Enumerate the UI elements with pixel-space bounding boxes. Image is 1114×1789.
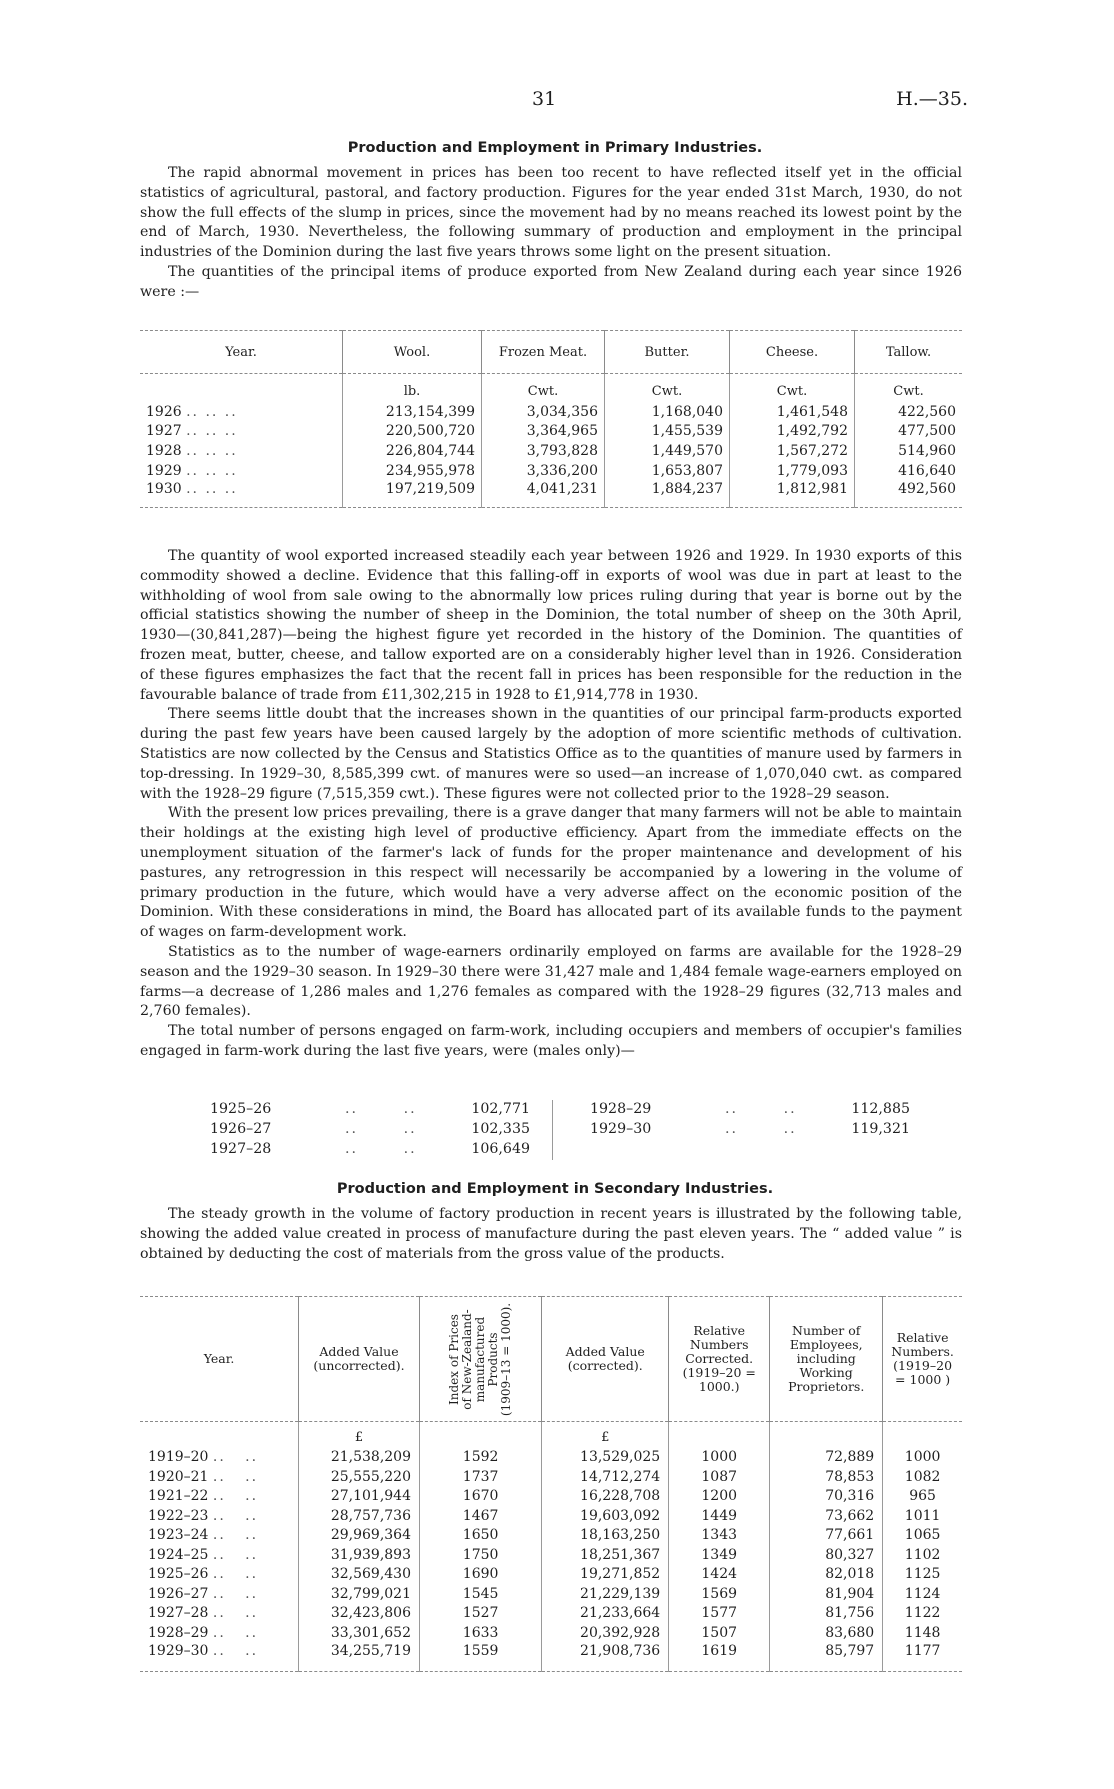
cheese-cell: 1,461,548 — [730, 402, 855, 422]
page-number: 31 — [532, 88, 557, 110]
relative-cell: 1125 — [883, 1565, 962, 1585]
column-header-tallow: Tallow. — [855, 331, 963, 374]
added-uncorrected-cell: 34,255,719 — [299, 1643, 420, 1672]
paragraph: There seems little doubt that the increases shown in the quantities of our principal farm-products exported during the past few years have been caused largely by the adoption of more scientific methods of cultivation. Statistics are now collected by the Census and Statistics Office as to the quantities of manure used by farmers in top-dressing. In 1929–30, 8,585,399 cwt. of manures were so used—an increase of 1,070,040 cwt. as compared with the 1928–29 figure (7,515,359 cwt.). These figures were not collected prior to the 1928–29 season. — [140, 706, 962, 802]
table-row: 1919–20 .. .. 21,538,209 1592 13,529,025 1000 72,889 1000 — [140, 1448, 962, 1468]
added-uncorrected-cell: 27,101,944 — [299, 1487, 420, 1507]
unit-cell: £ — [542, 1428, 669, 1448]
added-corrected-cell: 16,228,708 — [542, 1487, 669, 1507]
employees-cell: 73,662 — [770, 1506, 883, 1526]
unit-row — [140, 1428, 962, 1448]
document-reference: H.—35. — [896, 88, 968, 110]
unit-cell: Cwt. — [730, 382, 855, 402]
year-cell: 1925–26 — [148, 1566, 209, 1583]
employees-cell: 80,327 — [770, 1545, 883, 1565]
added-corrected-cell: 19,603,092 — [542, 1506, 669, 1526]
price-index-cell: 1467 — [420, 1506, 542, 1526]
relative-corrected-cell: 1000 — [669, 1448, 770, 1468]
employees-cell: 83,680 — [770, 1623, 883, 1643]
employees-cell: 81,756 — [770, 1604, 883, 1624]
primary-intro — [140, 164, 962, 303]
relative-cell: 1177 — [883, 1643, 962, 1672]
wool-cell: 234,955,978 — [343, 461, 482, 481]
list-item: 1927–28 .. .. 106,649 — [210, 1140, 530, 1160]
butter-cell: 1,449,570 — [605, 441, 730, 461]
table-row: 1923–24 .. .. 29,969,364 1650 18,163,250 1343 77,661 1065 — [140, 1526, 962, 1546]
section-heading-secondary: Production and Employment in Secondary Industries. — [336, 1181, 774, 1197]
table-row: 1927 .. .. .. 220,500,720 3,364,965 1,455,539 1,492,792 477,500 — [140, 422, 962, 442]
year-label: 1928–29 — [590, 1101, 652, 1117]
added-corrected-cell: 21,229,139 — [542, 1584, 669, 1604]
tallow-cell: 492,560 — [855, 481, 963, 508]
price-index-cell: 1737 — [420, 1467, 542, 1487]
table-row: 1922–23 .. .. 28,757,736 1467 19,603,092 1449 73,662 1011 — [140, 1506, 962, 1526]
table-row: 1929–30 .. .. 34,255,719 1559 21,908,736 1619 85,797 1177 — [140, 1643, 962, 1672]
year-cell: 1930 — [146, 480, 182, 497]
cheese-cell: 1,492,792 — [730, 422, 855, 442]
table-row: 1921–22 .. .. 27,101,944 1670 16,228,708 1200 70,316 965 — [140, 1487, 962, 1507]
unit-cell: Cwt. — [482, 382, 605, 402]
table-row: 1930 .. .. .. 197,219,509 4,041,231 1,884,237 1,812,981 492,560 — [140, 481, 962, 508]
worker-count: 112,885 — [851, 1101, 910, 1117]
added-corrected-cell: 21,233,664 — [542, 1604, 669, 1624]
table-header-row — [140, 1297, 962, 1422]
index-header-line: Index of Prices — [447, 1313, 462, 1405]
relative-corrected-cell: 1349 — [669, 1545, 770, 1565]
paragraph: Statistics as to the number of wage-earners ordinarily employed on farms are available for the 1928–29 season and the 1929–30 season. In 1929–30 there were 31,427 male and 1,484 female wage-earners employed on farms—a decrease of 1,286 males and 1,276 females as compared with the 1928–29 figures (32,713 males and 2,760 females). — [140, 943, 962, 1020]
paragraph: The quantity of wool exported increased steadily each year between 1926 and 1929. In 1930 exports of this commodity showed a decline. Evidence that this falling-off in exports of wool was due in part at least to the withholding of wool from sale owing to the abnormally low prices ruling during that year is borne out by the official statistics showing the number of sheep in the Dominion, the total number of sheep on the 30th April, 1930—(30,841,287)—being the highest figure yet recorded in the history of the Dominion. The quantities of frozen meat, butter, cheese, and tallow exported are on a considerably higher level than in 1926. Consideration of these figures emphasizes the fact that the recent fall in prices has been responsible for the reduction in the favourable balance of trade from £11,302,215 in 1928 to £1,914,778 in 1930. — [140, 548, 962, 703]
frozen-meat-cell: 3,364,965 — [482, 422, 605, 442]
relative-corrected-cell: 1424 — [669, 1565, 770, 1585]
worker-count: 119,321 — [851, 1120, 910, 1137]
employees-cell: 70,316 — [770, 1487, 883, 1507]
year-label: 1929–30 — [590, 1120, 652, 1137]
exports-table — [140, 330, 962, 508]
added-corrected-cell: 21,908,736 — [542, 1643, 669, 1672]
price-index-cell: 1750 — [420, 1545, 542, 1565]
year-cell: 1927 — [146, 423, 182, 440]
relative-cell: 1011 — [883, 1506, 962, 1526]
tallow-cell: 416,640 — [855, 461, 963, 481]
frozen-meat-cell: 4,041,231 — [482, 481, 605, 508]
added-corrected-cell: 18,163,250 — [542, 1526, 669, 1546]
unit-cell: £ — [299, 1428, 420, 1448]
added-uncorrected-cell: 25,555,220 — [299, 1467, 420, 1487]
column-header-price-index — [420, 1297, 542, 1422]
added-uncorrected-cell: 29,969,364 — [299, 1526, 420, 1546]
year-cell: 1919–20 — [148, 1449, 209, 1466]
year-cell: 1928 — [146, 443, 182, 460]
table-row: 1920–21 .. .. 25,555,220 1737 14,712,274 1087 78,853 1082 — [140, 1467, 962, 1487]
relative-corrected-cell: 1619 — [669, 1643, 770, 1672]
relative-cell: 1124 — [883, 1584, 962, 1604]
year-cell: 1920–21 — [148, 1468, 209, 1485]
cheese-cell: 1,779,093 — [730, 461, 855, 481]
added-uncorrected-cell: 31,939,893 — [299, 1545, 420, 1565]
butter-cell: 1,653,807 — [605, 461, 730, 481]
employees-cell: 78,853 — [770, 1467, 883, 1487]
year-cell: 1926–27 — [148, 1585, 209, 1602]
table-row: 1925–26 .. .. 32,569,430 1690 19,271,852 1424 82,018 1125 — [140, 1565, 962, 1585]
table-row: 1926 .. .. .. 213,154,399 3,034,356 1,168,040 1,461,548 422,560 — [140, 402, 962, 422]
frozen-meat-cell: 3,793,828 — [482, 441, 605, 461]
added-corrected-cell: 18,251,367 — [542, 1545, 669, 1565]
section-heading-primary: Production and Employment in Primary Industries. — [347, 140, 763, 156]
year-cell: 1929–30 — [148, 1642, 209, 1659]
primary-discussion — [140, 547, 962, 1062]
added-corrected-cell: 14,712,274 — [542, 1467, 669, 1487]
index-header-line: of New-Zealand- — [460, 1308, 475, 1410]
index-header-line: manufactured — [473, 1316, 488, 1402]
column-header-butter: Butter. — [605, 331, 730, 374]
unit-cell: lb. — [343, 382, 482, 402]
employees-cell: 81,904 — [770, 1584, 883, 1604]
paragraph: With the present low prices prevailing, there is a grave danger that many farmers will not be able to maintain their holdings at the existing high level of productive efficiency. Apart from the immediate effects on the unemployment situation of the farmer's lack of funds for the proper maintenance and development of his pastures, any retrogression in this respect will necessarily be accompanied by a lowering in the volume of primary production in the future, which would have a very adverse affect on the economic position of the Dominion. With these considerations in mind, the Board has allocated part of its available funds to the payment of wages on farm-development work. — [140, 805, 962, 941]
worker-count: 102,771 — [471, 1101, 530, 1117]
year-cell: 1926 — [146, 403, 182, 420]
price-index-cell: 1559 — [420, 1643, 542, 1672]
unit-row — [140, 382, 962, 402]
unit-cell: Cwt. — [605, 382, 730, 402]
relative-corrected-cell: 1577 — [669, 1604, 770, 1624]
employees-cell: 77,661 — [770, 1526, 883, 1546]
year-cell: 1928–29 — [148, 1624, 209, 1641]
price-index-cell: 1527 — [420, 1604, 542, 1624]
added-uncorrected-cell: 32,799,021 — [299, 1584, 420, 1604]
worker-count: 106,649 — [471, 1140, 530, 1157]
frozen-meat-cell: 3,336,200 — [482, 461, 605, 481]
column-header-year: Year. — [140, 331, 343, 374]
year-cell: 1922–23 — [148, 1507, 209, 1524]
year-cell: 1923–24 — [148, 1527, 209, 1544]
employees-cell: 85,797 — [770, 1643, 883, 1672]
year-cell: 1929 — [146, 463, 182, 480]
relative-corrected-cell: 1087 — [669, 1467, 770, 1487]
column-header-employees: Number of Employees, including Working Proprietors. — [770, 1297, 883, 1422]
year-cell: 1921–22 — [148, 1488, 209, 1505]
list-item: 1929–30 .. .. 119,321 — [590, 1120, 910, 1140]
wool-cell: 220,500,720 — [343, 422, 482, 442]
butter-cell: 1,168,040 — [605, 402, 730, 422]
year-label: 1927–28 — [210, 1140, 272, 1157]
employees-cell: 72,889 — [770, 1448, 883, 1468]
column-header-cheese: Cheese. — [730, 331, 855, 374]
price-index-cell: 1670 — [420, 1487, 542, 1507]
price-index-cell: 1633 — [420, 1623, 542, 1643]
relative-cell: 965 — [883, 1487, 962, 1507]
unit-cell: Cwt. — [855, 382, 963, 402]
secondary-industries-table — [140, 1296, 962, 1672]
list-item: 1925–26 .. .. 102,771 — [210, 1100, 530, 1120]
table-row: 1928 .. .. .. 226,804,744 3,793,828 1,449,570 1,567,272 514,960 — [140, 441, 962, 461]
list-item: 1926–27 .. .. 102,335 — [210, 1120, 530, 1140]
butter-cell: 1,884,237 — [605, 481, 730, 508]
added-uncorrected-cell: 32,569,430 — [299, 1565, 420, 1585]
column-header-year: Year. — [140, 1297, 299, 1422]
price-index-cell: 1545 — [420, 1584, 542, 1604]
column-header-frozen-meat: Frozen Meat. — [482, 331, 605, 374]
relative-cell: 1122 — [883, 1604, 962, 1624]
table-row: 1928–29 .. .. 33,301,652 1633 20,392,928 1507 83,680 1148 — [140, 1623, 962, 1643]
wool-cell: 213,154,399 — [343, 402, 482, 422]
table-row: 1924–25 .. .. 31,939,893 1750 18,251,367 1349 80,327 1102 — [140, 1545, 962, 1565]
relative-cell: 1082 — [883, 1467, 962, 1487]
relative-cell: 1102 — [883, 1545, 962, 1565]
table-row: 1927–28 .. .. 32,423,806 1527 21,233,664 1577 81,756 1122 — [140, 1604, 962, 1624]
year-label: 1926–27 — [210, 1120, 272, 1137]
relative-cell: 1148 — [883, 1623, 962, 1643]
added-uncorrected-cell: 21,538,209 — [299, 1448, 420, 1468]
paragraph: The steady growth in the volume of factory production in recent years is illustrated by the following table, showing the added value created in process of manufacture during the past eleven years. The “ added value ” is obtained by deducting the cost of materials from the gross value of the products. — [140, 1206, 962, 1262]
paragraph: The total number of persons engaged on farm-work, including occupiers and members of occupier's families engaged in farm-work during the last five years, were (males only)— — [140, 1023, 962, 1059]
tallow-cell: 422,560 — [855, 402, 963, 422]
column-header-added-value-uncorrected: Added Value (uncorrected). — [299, 1297, 420, 1422]
cheese-cell: 1,812,981 — [730, 481, 855, 508]
employees-cell: 82,018 — [770, 1565, 883, 1585]
table-row: 1929 .. .. .. 234,955,978 3,336,200 1,653,807 1,779,093 416,640 — [140, 461, 962, 481]
added-uncorrected-cell: 33,301,652 — [299, 1623, 420, 1643]
added-corrected-cell: 13,529,025 — [542, 1448, 669, 1468]
relative-corrected-cell: 1449 — [669, 1506, 770, 1526]
price-index-cell: 1690 — [420, 1565, 542, 1585]
table-row: 1926–27 .. .. 32,799,021 1545 21,229,139 1569 81,904 1124 — [140, 1584, 962, 1604]
paragraph: The quantities of the principal items of produce exported from New Zealand during each year since 1926 were :— — [140, 263, 962, 300]
column-divider — [552, 1100, 553, 1160]
added-corrected-cell: 19,271,852 — [542, 1565, 669, 1585]
price-index-cell: 1650 — [420, 1526, 542, 1546]
year-label: 1925–26 — [210, 1101, 272, 1117]
index-header-line: Products — [486, 1331, 501, 1387]
page-header — [0, 88, 1114, 114]
table-header-row — [140, 331, 962, 374]
added-corrected-cell: 20,392,928 — [542, 1623, 669, 1643]
column-header-relative-corrected: Relative Numbers Corrected. (1919–20 = 1000.) — [669, 1297, 770, 1422]
tallow-cell: 477,500 — [855, 422, 963, 442]
tallow-cell: 514,960 — [855, 441, 963, 461]
added-uncorrected-cell: 32,423,806 — [299, 1604, 420, 1624]
year-cell: 1927–28 — [148, 1605, 209, 1622]
relative-corrected-cell: 1200 — [669, 1487, 770, 1507]
column-header-relative: Relative Numbers. (1919–20 = 1000 ) — [883, 1297, 962, 1422]
index-header-line: (1909–13 = 1000). — [499, 1302, 514, 1416]
column-header-added-value-corrected: Added Value (corrected). — [542, 1297, 669, 1422]
secondary-intro — [140, 1205, 962, 1264]
relative-corrected-cell: 1569 — [669, 1584, 770, 1604]
worker-count: 102,335 — [471, 1120, 530, 1137]
list-item: 1928–29 .. .. 112,885 — [590, 1100, 910, 1120]
price-index-cell: 1592 — [420, 1448, 542, 1468]
column-header-wool: Wool. — [343, 331, 482, 374]
year-cell: 1924–25 — [148, 1546, 209, 1563]
paragraph: The rapid abnormal movement in prices has been too recent to have reflected itself yet in the official statistics of agricultural, pastoral, and factory production. Figures for the year ended 31st March, 1930, do not show the full effects of the slump in prices, since the movement had by no means reached its lowest point by the end of March, 1930. Nevertheless, the following summary of production and employment in the principal industries of the Dominion during the last five years throws some light on the present situation. — [140, 165, 962, 261]
frozen-meat-cell: 3,034,356 — [482, 402, 605, 422]
wool-cell: 197,219,509 — [343, 481, 482, 508]
butter-cell: 1,455,539 — [605, 422, 730, 442]
relative-corrected-cell: 1343 — [669, 1526, 770, 1546]
cheese-cell: 1,567,272 — [730, 441, 855, 461]
relative-cell: 1000 — [883, 1448, 962, 1468]
relative-cell: 1065 — [883, 1526, 962, 1546]
added-uncorrected-cell: 28,757,736 — [299, 1506, 420, 1526]
wool-cell: 226,804,744 — [343, 441, 482, 461]
relative-corrected-cell: 1507 — [669, 1623, 770, 1643]
